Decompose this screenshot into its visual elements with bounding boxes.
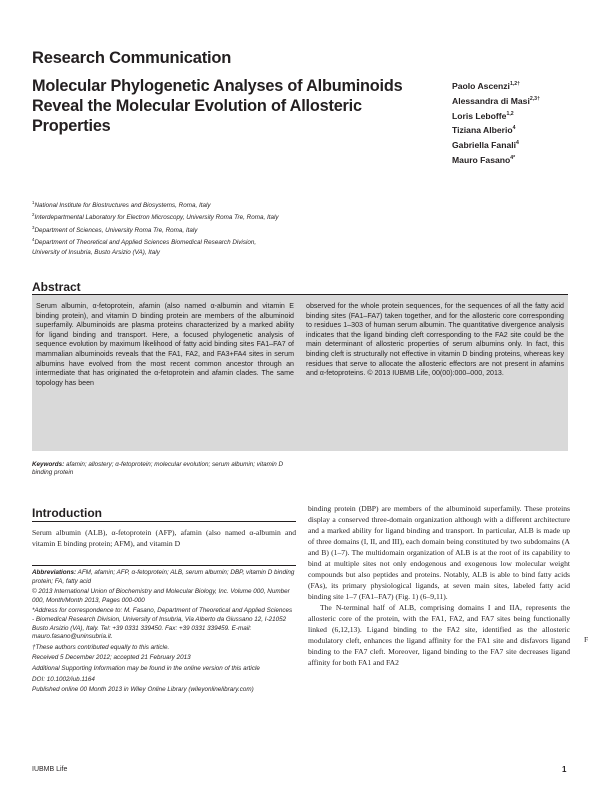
introduction-rule xyxy=(32,521,296,522)
keywords-text: afamin; allostery; α-fetoprotein; molecular evolution; serum albumin; vitamin D binding protein xyxy=(32,461,284,477)
body-paragraph: binding protein (DBP) are members of the albuminoid superfamily. These proteins display a conserved three-domain organization although with a different architecture and a marked ability for ligand binding and transport. In particular, ALB is made up of three domains (I, II, and III), each domain being constituted by two subdomains (A and B) (1–7). The multidomain organization of ALB is at the root of its capability to bind at multiple sites not only endogenous and exogenous low molecular weight compounds but also peptides and proteins. Notably, ALB is able to bind fatty acids (FAs), its primary physiological ligands, at seven main sites, labeled fatty acid binding site 1–7 (FA1–FA7) (Fig. 1) (6–9,11). xyxy=(308,504,570,601)
affiliation: $^4$Department of Theoretical and Applied Sciences Biomedical Research Division, University of Insubria, Busto Arsizio (VA), Italy xyxy=(32,237,257,256)
correspondence-note: *Address for correspondence to: M. Fasano, Department of Theoretical and Applied Sciences - Biomedical Research Division, University of Insubria, Via Alberto da Giussano 12, I-21052 Busto Arsizio (VA), Italy. Tel: +39 0331 339450. Fax: +39 0331 339459. E-mail: mauro.fasano@uninsubria.it. xyxy=(32,607,293,641)
author-name: Mauro Fasano$^{4*}$ xyxy=(452,154,516,165)
abstract-column-left: Serum albumin, α-fetoprotein, afamin (also named α-albumin and vitamin E binding protein), and vitamin D binding protein are members of the albuminoid superfamily. Albuminoids are plasma proteins characterized by a marked ability for ligand binding and transport. Here, a focused phylogenetic analysis of sequence evolution by maximum likelihood of fatty acid binding sites FA1–FA7 of mammalian albuminoids reveals that the FA1, FA2, and FA3+FA4 sites in serum albumins have evolved from the most recent common ancestor through an intermediate that has originated the α-fetoprotein and afamin clades. The same topology has been xyxy=(36,302,294,387)
affiliation: $^3$Department of Sciences, University Roma Tre, Roma, Italy xyxy=(32,224,198,234)
footnotes xyxy=(32,569,296,697)
article-title: Molecular Phylogenetic Analyses of Albuminoids Reveal the Molecular Evolution of Allosteric Properties xyxy=(32,77,403,135)
supporting-info-note: Additional Supporting Information may be found in the online version of this article xyxy=(32,664,260,672)
author-name: Alessandra di Masi$^{2,3\dagger}$ xyxy=(452,95,540,106)
affiliation-list xyxy=(32,198,282,257)
body-column-right xyxy=(308,503,570,668)
affiliation: $^1$National Institute for Biostructures and Biosystems, Roma, Italy xyxy=(32,200,211,209)
equal-contribution-note: †These authors contributed equally to this article. xyxy=(32,643,170,651)
copyright-note: © 2013 International Union of Biochemistry and Molecular Biology, Inc. Volume 000, Number 000, Month/Month 2013, Pages 000-000 xyxy=(32,588,290,604)
introduction-text: Serum albumin (ALB), α-fetoprotein (AFP), afamin (also named α-albumin and vitamin E binding protein; AFM), and vitamin D xyxy=(32,528,296,548)
received-note: Received 5 December 2012; accepted 21 February 2013 xyxy=(32,654,191,662)
footer-journal: IUBMB Life xyxy=(32,766,68,773)
footnote-rule xyxy=(32,565,296,566)
author-list xyxy=(452,78,592,167)
introduction-heading: Introduction xyxy=(32,506,102,520)
author-name: Tiziana Alberio$^4$ xyxy=(452,125,516,136)
published-note: Published online 00 Month 2013 in Wiley Online Library (wileyonlinelibrary.com) xyxy=(32,686,254,694)
keywords xyxy=(32,461,302,477)
doi-note: DOI: 10.1002/iub.1164 xyxy=(32,675,95,683)
affiliation: $^2$Interdepartmental Laboratory for Electron Microscopy, University Roma Tre, Roma, Italy xyxy=(32,212,279,222)
margin-mark: F xyxy=(584,635,589,644)
abstract-column-right: observed for the whole protein sequences, for the sequences of all the fatty acid binding sites (FA1–FA7) taken together, and for the allosteric core corresponding to residues 1–303 of human serum albumin. The quantitative divergence analysis indicates that the ligand binding cleft corresponding to the FA2 site could be the main determinant of allosteric properties of serum albumins only. In fact, this binding cleft is structurally not effective in vitamin D binding proteins, whereas key residues that serve to allocate the allosteric effectors are not present in afamins and α-fetoproteins. © 2013 IUBMB Life, 00(00):000–000, 2013. xyxy=(306,302,564,378)
abbreviations: Abbreviations: AFM, afamin; AFP, α-fetoprotein; ALB, serum albumin; DBP, vitamin D binding protein; FA, fatty acid xyxy=(32,569,295,585)
author-name: Paolo Ascenzi$^{1,2\dagger}$ xyxy=(452,81,521,91)
section-label: Research Communication xyxy=(32,49,232,67)
page-number: 1 xyxy=(562,765,567,774)
author-name: Gabriella Fanali$^4$ xyxy=(452,140,519,151)
abstract-heading: Abstract xyxy=(32,280,81,294)
body-paragraph: The N-terminal half of ALB, comprising domains I and IIA, represents the allosteric core of the protein, with the FA1, FA2, and FA7 sites being functionally linked (6,12,13). Ligand binding to the FA2 site, identified as the allosteric modulatory cleft, enhances the ligand affinity for the FA1 site and disfavors ligand binding to the FA7 cleft. Moreover, ligand binding to the FA7 site decreases ligand affinity for both FA1 and FA2 xyxy=(308,603,570,667)
author-name: Loris Leboffe$^{1,2}$ xyxy=(452,110,514,121)
keywords-label: Keywords: xyxy=(32,461,65,468)
